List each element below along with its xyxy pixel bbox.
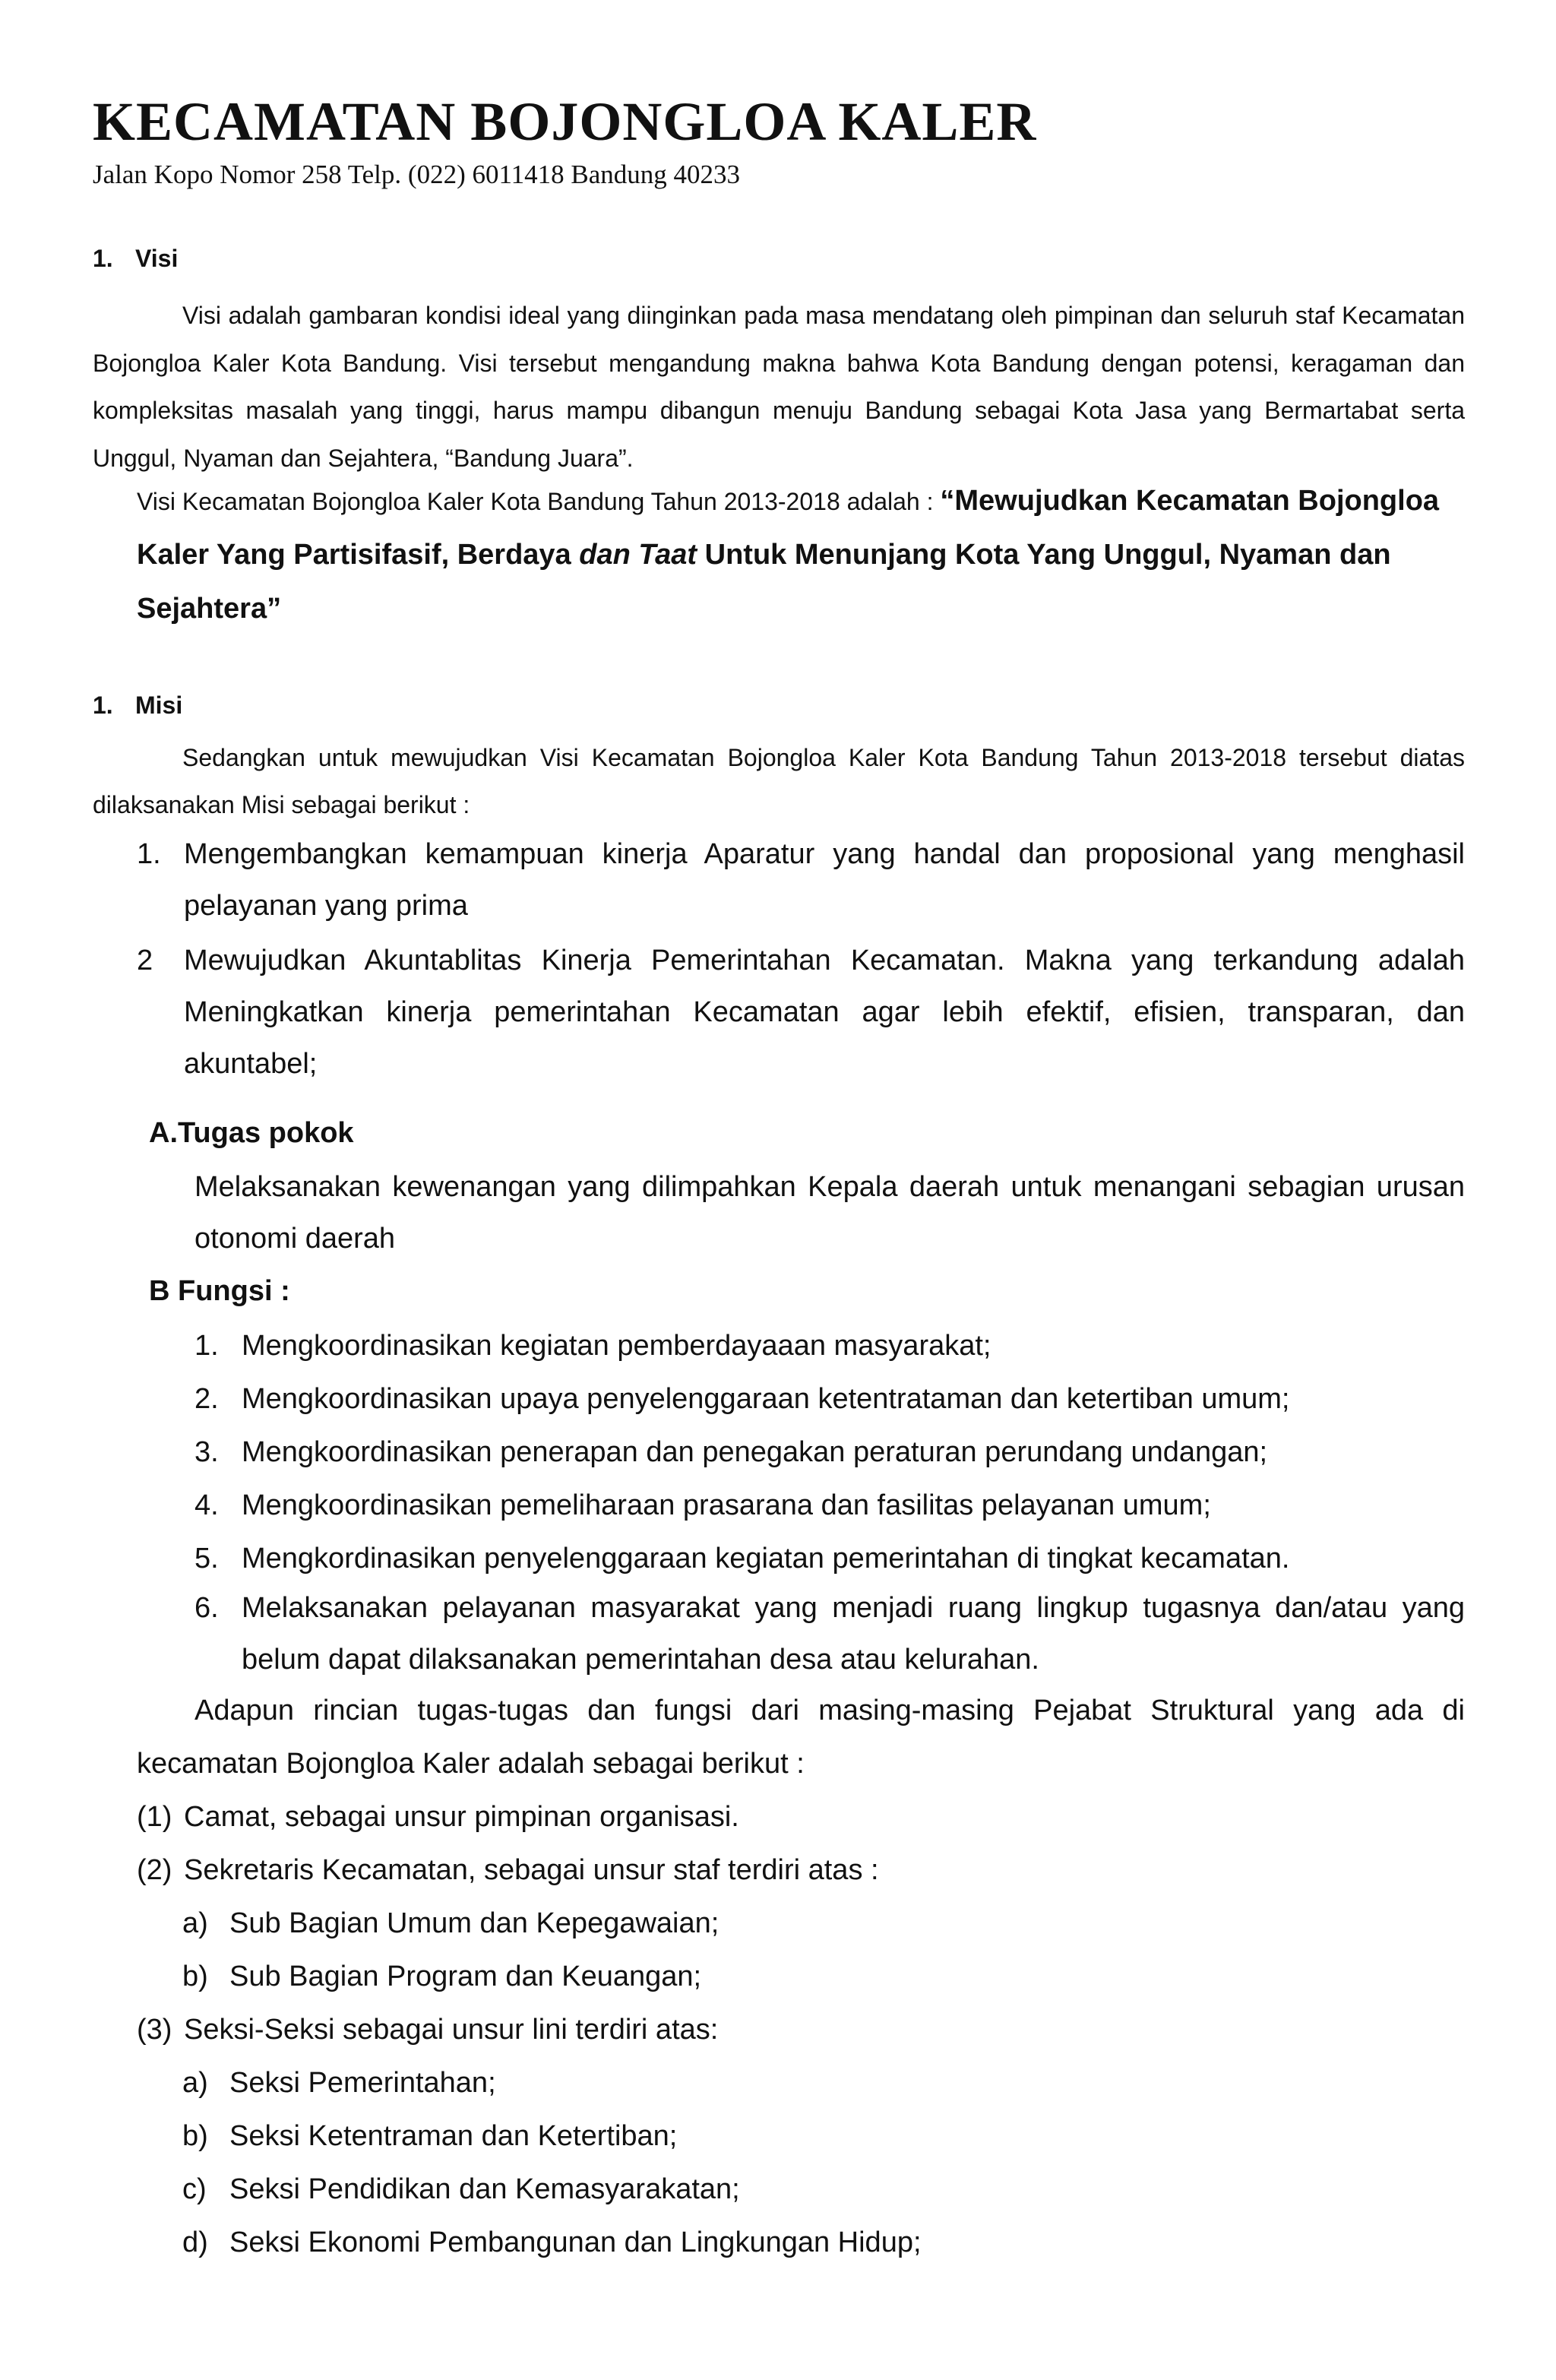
fungsi-item xyxy=(194,1491,1211,1520)
fungsi-item-number: 4. xyxy=(194,1489,219,1521)
fungsi-item-number: 6. xyxy=(194,1592,219,1624)
misi-heading-number: 1. xyxy=(93,692,113,719)
misi-item-text: Mengembangkan kemampuan kinerja Aparatur yang handal dan proposional yang menghasil pelayanan yang prima xyxy=(184,838,1465,922)
seksi-item-letter: a) xyxy=(182,2067,208,2099)
seksi-item xyxy=(182,2122,677,2151)
visi-heading xyxy=(93,246,178,271)
misi-heading xyxy=(93,693,182,717)
misi-item xyxy=(137,935,1465,1090)
unsur-item-number: (1) xyxy=(137,1801,172,1833)
unsur-item-text: Seksi-Seksi sebagai unsur lini terdiri atas: xyxy=(184,2014,719,2046)
seksi-item-letter: b) xyxy=(182,2120,208,2152)
sub-bagian-item xyxy=(182,1962,701,1991)
tugas-pokok-text: Melaksanakan kewenangan yang dilimpahkan Kepala daerah untuk menangani sebagian urusan otonomi daerah xyxy=(194,1171,1465,1255)
seksi-item xyxy=(182,2175,740,2204)
misi-item xyxy=(137,828,1465,932)
sub-bagian-item-text: Sub Bagian Program dan Keuangan; xyxy=(229,1961,702,1992)
misi-item-number: 2 xyxy=(137,945,153,976)
seksi-item-text: Seksi Pemerintahan; xyxy=(229,2067,496,2099)
seksi-item xyxy=(182,2068,496,2097)
misi-heading-label: Misi xyxy=(135,692,183,719)
visi-statement-italic: dan Taat xyxy=(579,539,697,571)
fungsi-item-text: Mengkoordinasikan penerapan dan penegakan peraturan perundang undangan; xyxy=(242,1436,1268,1468)
fungsi-item-number: 5. xyxy=(194,1543,219,1575)
unsur-item-sekretaris xyxy=(137,1856,879,1885)
visi-heading-label: Visi xyxy=(135,245,179,272)
tugas-pokok-heading: A.Tugas pokok xyxy=(149,1117,354,1149)
fungsi-item-text: Mengkoordinasikan kegiatan pemberdayaaan masyarakat; xyxy=(242,1330,991,1362)
visi-statement xyxy=(137,474,1466,636)
visi-statement-intro: Visi Kecamatan Bojongloa Kaler Kota Bandung Tahun 2013-2018 adalah : xyxy=(137,488,941,515)
misi-item-number: 1. xyxy=(137,838,161,870)
seksi-item-text: Seksi Pendidikan dan Kemasyarakatan; xyxy=(229,2173,740,2205)
fungsi-item xyxy=(194,1331,991,1360)
sub-bagian-item-letter: a) xyxy=(182,1907,208,1939)
document-title: KECAMATAN BOJONGLOA KALER xyxy=(93,91,1037,152)
visi-statement-part2: Untuk Menunjang Kota Yang Unggul, Nyaman dan Sejahtera” xyxy=(137,539,1391,625)
fungsi-item-text: Melaksanakan pelayanan masyarakat yang menjadi ruang lingkup tugasnya dan/atau yang belum dapat dilaksanakan pemerintahan desa atau kelurahan. xyxy=(242,1592,1465,1676)
sub-bagian-item-text: Sub Bagian Umum dan Kepegawaian; xyxy=(229,1907,719,1939)
sub-bagian-item xyxy=(182,1909,719,1938)
misi-paragraph: Sedangkan untuk mewujudkan Visi Kecamatan Bojongloa Kaler Kota Bandung Tahun 2013-2018 tersebut diatas dilaksanakan Misi sebagai berikut : xyxy=(93,744,1465,818)
visi-paragraph: Visi adalah gambaran kondisi ideal yang diinginkan pada masa mendatang oleh pimpinan dan seluruh staf Kecamatan Bojongloa Kaler Kota Bandung. Visi tersebut mengandung makna bahwa Kota Bandung dengan potensi, keragaman dan kompleksitas masalah yang tinggi, harus mampu dibangun menuju Bandung sebagai Kota Jasa yang Bermartabat serta Unggul, Nyaman dan Sejahtera, “Bandung Juara”. xyxy=(93,302,1465,472)
fungsi-item-number: 1. xyxy=(194,1330,219,1362)
seksi-item-text: Seksi Ketentraman dan Ketertiban; xyxy=(229,2120,678,2152)
fungsi-item xyxy=(194,1385,1289,1413)
unsur-item-seksi xyxy=(137,2015,718,2044)
fungsi-heading: B Fungsi : xyxy=(149,1275,290,1307)
unsur-item-text: Camat, sebagai unsur pimpinan organisasi. xyxy=(184,1801,739,1833)
seksi-item-letter: d) xyxy=(182,2227,208,2258)
unsur-item-text: Sekretaris Kecamatan, sebagai unsur staf terdiri atas : xyxy=(184,1854,879,1886)
fungsi-item-text: Mengkoordinasikan pemeliharaan prasarana dan fasilitas pelayanan umum; xyxy=(242,1489,1211,1521)
sub-bagian-item-letter: b) xyxy=(182,1961,208,1992)
seksi-item-text: Seksi Ekonomi Pembangunan dan Lingkungan Hidup; xyxy=(229,2227,922,2258)
misi-item-text: Mewujudkan Akuntablitas Kinerja Pemerintahan Kecamatan. Makna yang terkandung adalah Meningkatkan kinerja pemerintahan Kecamatan agar lebih efektif, efisien, transparan, dan akuntabel; xyxy=(184,945,1465,1080)
fungsi-item xyxy=(194,1582,1465,1685)
seksi-item-letter: c) xyxy=(182,2173,207,2205)
unsur-item-number: (2) xyxy=(137,1854,172,1886)
document-address: Jalan Kopo Nomor 258 Telp. (022) 6011418 Bandung 40233 xyxy=(93,160,741,189)
rincian-paragraph: Adapun rincian tugas-tugas dan fungsi dari masing-masing Pejabat Struktural yang ada di kecamatan Bojongloa Kaler adalah sebagai berikut : xyxy=(137,1695,1465,1780)
unsur-item-camat xyxy=(137,1802,739,1831)
fungsi-item xyxy=(194,1438,1267,1467)
visi-heading-number: 1. xyxy=(93,245,113,272)
fungsi-item-number: 3. xyxy=(194,1436,219,1468)
visi-statement-part1: “Mewujudkan Kecamatan Bojongloa Kaler Yang Partisifasif, Berdaya xyxy=(137,485,1440,571)
fungsi-item-text: Mengkoordinasikan upaya penyelenggaraan ketentrataman dan ketertiban umum; xyxy=(242,1383,1290,1415)
seksi-item xyxy=(182,2228,922,2257)
fungsi-item-text: Mengkordinasikan penyelenggaraan kegiatan pemerintahan di tingkat kecamatan. xyxy=(242,1543,1290,1575)
fungsi-item-number: 2. xyxy=(194,1383,219,1415)
fungsi-item xyxy=(194,1544,1289,1573)
unsur-item-number: (3) xyxy=(137,2014,172,2046)
